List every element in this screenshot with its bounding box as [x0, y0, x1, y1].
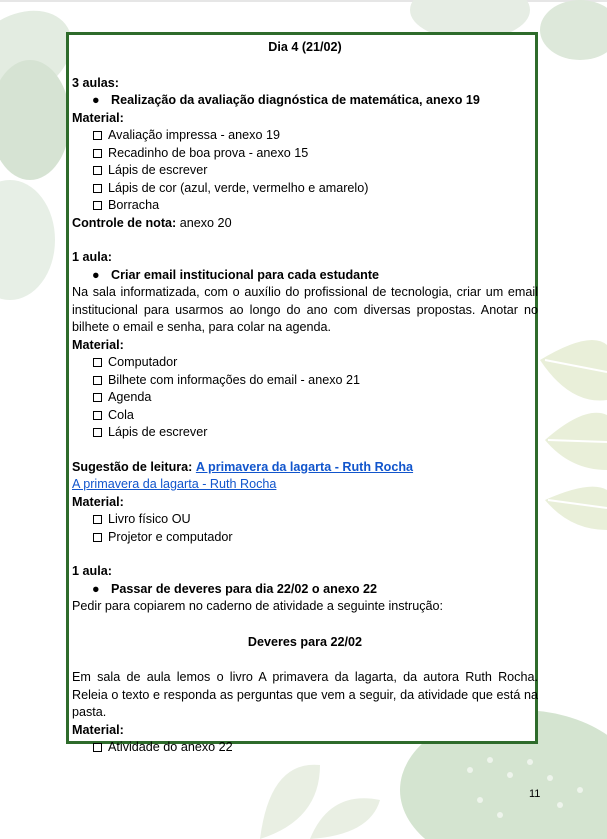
leaf-decoration-bottom-center [260, 765, 380, 839]
checkbox-icon[interactable] [93, 184, 102, 193]
checklist-item-label: Agenda [108, 390, 152, 404]
checkbox-icon[interactable] [93, 131, 102, 140]
checklist-item[interactable] [72, 354, 538, 372]
section3-instruction: Pedir para copiarem no caderno de atividade a seguinte instrução: [72, 599, 444, 613]
lesson-plan-content [72, 38, 538, 757]
reading-label: Sugestão de leitura: [72, 459, 193, 474]
section1-bullet-text: Realização da avaliação diagnóstica de matemática, anexo 19 [111, 93, 480, 107]
grade-control [72, 215, 538, 233]
checkbox-icon[interactable] [93, 393, 102, 402]
reading-suggestion [72, 459, 538, 477]
checklist-item-label: Lápis de escrever [108, 163, 208, 177]
checklist-item[interactable] [72, 162, 538, 180]
checklist-item-label: Atividade do anexo 22 [108, 740, 233, 754]
bullet-icon: ● [92, 93, 100, 107]
section2-material-label: Material: [72, 337, 124, 352]
section2-heading: 1 aula: [72, 250, 112, 264]
checklist-item[interactable] [72, 127, 538, 145]
section2-bullet [72, 267, 538, 285]
section2-bullet-text: Criar email institucional para cada estudante [111, 267, 380, 282]
leaf-decoration-right [540, 340, 607, 530]
checklist-item-label: Lápis de cor (azul, verde, vermelho e amarelo) [108, 180, 369, 195]
section3-bullet [72, 581, 538, 599]
section1-material-label: Material: [72, 110, 124, 125]
checklist-item[interactable] [72, 180, 538, 198]
reading-link[interactable]: A primavera da lagarta - Ruth Rocha [195, 459, 414, 474]
checkbox-icon[interactable] [93, 533, 102, 542]
section1-bullet [72, 92, 538, 110]
checklist-item-label: Lápis de escrever [108, 425, 208, 439]
reading-link-secondary[interactable]: A primavera da lagarta - Ruth Rocha [72, 477, 277, 491]
reading-material-label: Material: [72, 494, 124, 509]
checkbox-icon[interactable] [93, 149, 102, 158]
checkbox-icon[interactable] [93, 428, 102, 437]
checklist-item[interactable] [72, 197, 538, 215]
checklist-item-label: Projetor e computador [108, 529, 233, 544]
checkbox-icon[interactable] [93, 743, 102, 752]
bullet-icon: ● [92, 581, 100, 596]
checklist-item[interactable] [72, 739, 538, 757]
checkbox-icon[interactable] [93, 166, 102, 175]
section3-material-label: Material: [72, 722, 124, 737]
checkbox-icon[interactable] [93, 515, 102, 524]
section3-heading: 1 aula: [72, 564, 112, 578]
checklist-item-label: Computador [108, 355, 178, 369]
checklist-item[interactable] [72, 424, 538, 442]
day-title: Dia 4 (21/02) [268, 40, 342, 54]
grade-control-label: Controle de nota: [72, 215, 177, 230]
homework-title: Deveres para 22/02 [247, 634, 363, 649]
checkbox-icon[interactable] [93, 201, 102, 210]
bullet-icon: ● [92, 267, 100, 282]
checklist-item-label: Cola [108, 407, 134, 422]
section3-bullet-text: Passar de deveres para dia 22/02 o anexo 22 [111, 581, 378, 596]
checklist-item-label: Recadinho de boa prova - anexo 15 [108, 145, 309, 160]
homework-text: Em sala de aula lemos o livro A primavera da lagarta, da autora Ruth Rocha. Releia o texto e responda as perguntas que vem a seguir, da atividade que está na pasta. [72, 670, 538, 719]
checklist-item[interactable] [72, 372, 538, 390]
checklist-item[interactable] [72, 389, 538, 407]
section1-heading: 3 aulas: [72, 75, 119, 90]
checklist-item-label: Borracha [108, 198, 160, 212]
checkbox-icon[interactable] [93, 376, 102, 385]
checklist-item[interactable] [72, 145, 538, 163]
page-number: 11 [529, 788, 541, 800]
checkbox-icon[interactable] [93, 411, 102, 420]
checkbox-icon[interactable] [93, 358, 102, 367]
checklist-item[interactable] [72, 511, 538, 529]
grade-control-value: anexo 20 [176, 215, 232, 230]
checklist-item-label: Bilhete com informações do email - anexo 21 [108, 372, 361, 387]
checklist-item[interactable] [72, 529, 538, 547]
checklist-item-label: Livro físico OU [108, 512, 191, 526]
checklist-item-label: Avaliação impressa - anexo 19 [108, 128, 280, 142]
checklist-item[interactable] [72, 407, 538, 425]
section2-paragraph: Na sala informatizada, com o auxílio do profissional de tecnologia, criar um email institucional para usarmos ao longo do ano com diversas propostas. Anotar no bilhete o email e senha, para colar na agenda. [72, 285, 538, 334]
